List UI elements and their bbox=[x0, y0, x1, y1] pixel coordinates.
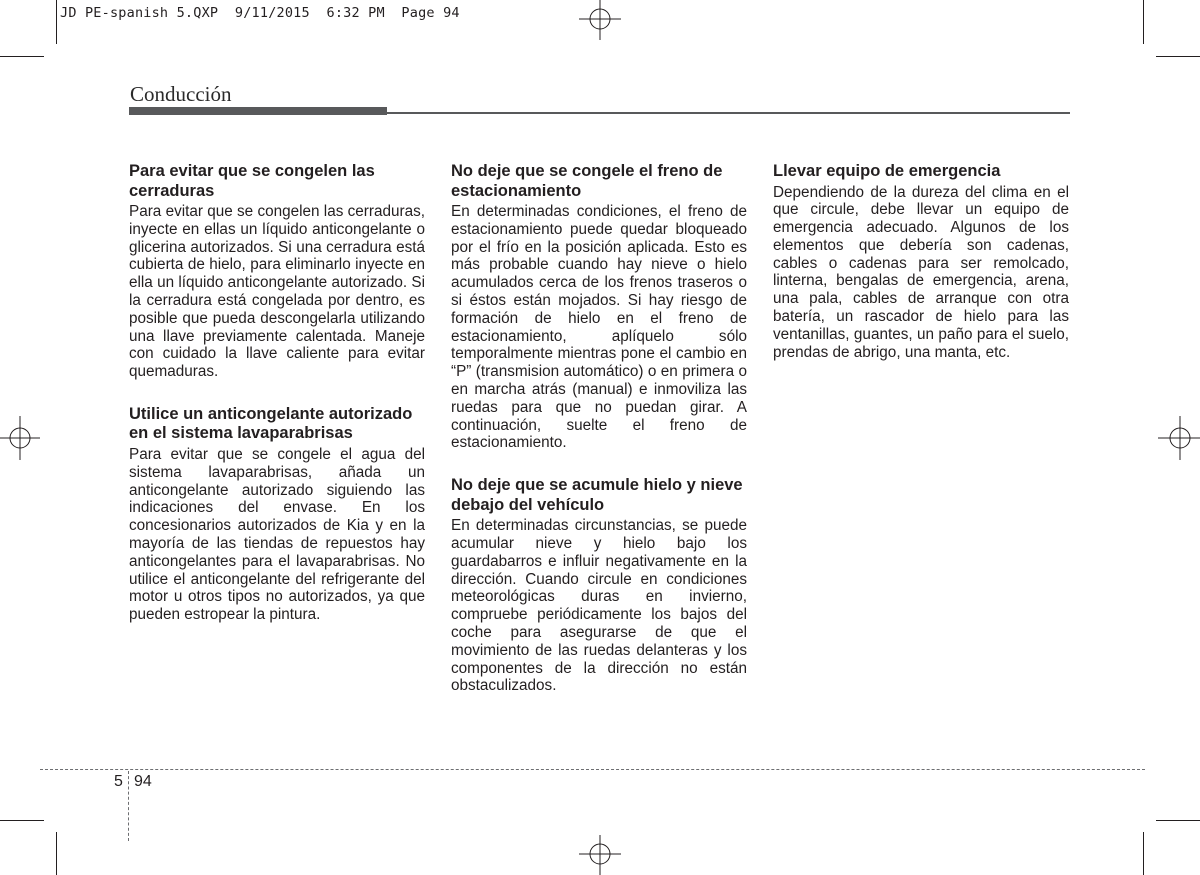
section-body: En determinadas circunstancias, se puede acumular nieve y hielo bajo los guardabarros e influir negativamente en la dirección. Cuando circule en condiciones meteorológicas duras en invierno, compruebe periódicamente los bajos del coche para asegurarse de que el movimiento de las ruedas delanteras y los componentes de la dirección no están obstaculizados. bbox=[451, 517, 747, 695]
crop-mark bbox=[1143, 832, 1144, 875]
crop-mark bbox=[1156, 56, 1200, 57]
crop-mark bbox=[1143, 0, 1144, 44]
footer-rule bbox=[40, 769, 1145, 770]
footer-divider bbox=[128, 771, 129, 841]
text-column-1 bbox=[129, 162, 425, 648]
section-body: En determinadas condiciones, el freno de estacionamiento puede quedar bloqueado por el frío en la posición aplicada. Esto es más probable cuando hay nieve o hielo acumulados cerca de los frenos traseros o si éstos están mojados. Si hay riesgo de formación de hielo en el freno de estacionamiento, aplíquelo sólo temporalmente mientras pone el cambio en “P” (transmision automático) o en primera o en marcha atrás (manual) e inmoviliza las ruedas para que no puedan girar. A continuación, suelte el freno de estacionamiento. bbox=[451, 203, 747, 452]
text-column-2 bbox=[451, 162, 747, 719]
section-block bbox=[129, 162, 425, 381]
crop-mark bbox=[0, 820, 44, 821]
header-bar bbox=[129, 107, 387, 115]
text-column-3 bbox=[773, 162, 1069, 385]
section-heading: Llevar equipo de emergencia bbox=[773, 162, 1001, 180]
crop-mark bbox=[56, 832, 57, 875]
crop-mark bbox=[0, 56, 44, 57]
registration-mark-icon bbox=[579, 0, 621, 40]
crop-mark bbox=[56, 0, 57, 44]
registration-mark-icon bbox=[0, 416, 40, 460]
section-block bbox=[451, 162, 747, 452]
section-heading: Para evitar que se congelen las cerraduras bbox=[129, 162, 375, 200]
section-block bbox=[773, 162, 1069, 361]
section-heading: No deje que se acumule hielo y nieve debajo del vehículo bbox=[451, 476, 743, 514]
section-title: Conducción bbox=[130, 82, 232, 106]
section-block bbox=[451, 476, 747, 695]
crop-mark bbox=[1156, 820, 1200, 821]
page-number: 94 bbox=[134, 773, 152, 790]
section-body: Para evitar que se congele el agua del sistema lavaparabrisas, añada un anticongelante autorizado siguiendo las indicaciones del envase. En los concesionarios autorizados de Kia y en la mayoría de las tiendas de repuestos hay anticongelantes para el lavaparabrisas. No utilice el anticongelante del refrigerante del motor u otros tipos no autorizados, ya que pueden estropear la pintura. bbox=[129, 445, 425, 624]
section-heading: Utilice un anticongelante autorizado en el sistema lavaparabrisas bbox=[129, 404, 413, 443]
section-body: Para evitar que se congelen las cerraduras, inyecte en ellas un líquido anticongelante o glicerina autorizados. Si una cerradura está cubierta de hielo, para eliminarlo inyecte en ella un líquido anticongelante autorizado. Si la cerradura está congelada por dentro, es posible que pueda descongelarla utilizando una llave previamente calentada. Maneje con cuidado la llave caliente para evitar quemaduras. bbox=[129, 203, 425, 381]
section-block bbox=[129, 405, 425, 624]
section-heading: No deje que se congele el freno de estacionamiento bbox=[451, 162, 723, 200]
header-rule bbox=[387, 112, 1070, 114]
printer-slug: JD PE-spanish 5.QXP 9/11/2015 6:32 PM Page 94 bbox=[60, 5, 460, 21]
chapter-number: 5 bbox=[114, 773, 123, 790]
registration-mark-icon bbox=[579, 835, 621, 875]
registration-mark-icon bbox=[1158, 416, 1200, 460]
section-body: Dependiendo de la dureza del clima en el que circule, debe llevar un equipo de emergencia adecuado. Algunos de los elementos que debería son cadenas, cables o cadenas para ser remolcado, linterna, bengalas de emergencia, arena, una pala, cables de arranque con otra batería, un rascador de hielo para las ventanillas, guantes, un paño para el suelo, prendas de abrigo, una manta, etc. bbox=[773, 183, 1069, 361]
